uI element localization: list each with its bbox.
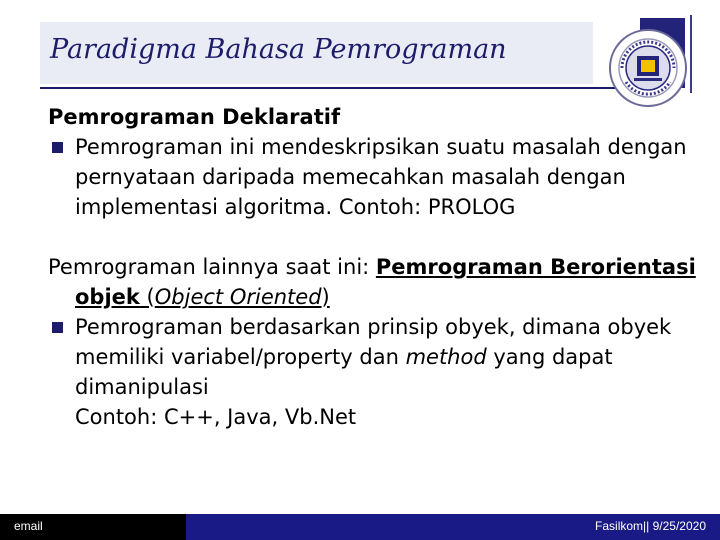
- section-heading: Pemrograman Deklaratif: [48, 105, 341, 129]
- slide-title: Paradigma Bahasa Pemrograman: [50, 34, 507, 65]
- section-intro: [48, 252, 708, 312]
- bullet-text-italic: method: [405, 345, 487, 369]
- slide-body: [48, 102, 708, 432]
- bullet-text-part2: yang dapat dimanipulasi: [75, 345, 613, 399]
- bullet-text-part1: Pemrograman berdasarkan prinsip obyek, dimana obyek memiliki variabel/property dan: [75, 315, 672, 369]
- intro-paren-open: (: [139, 285, 155, 309]
- title-divider: [40, 87, 615, 89]
- footer-bar: [0, 514, 720, 540]
- intro-bold: Pemrograman Berorientasi objek: [75, 255, 696, 309]
- intro-paren-close: ): [321, 285, 330, 309]
- bullet-item: [48, 132, 708, 222]
- footer-email: email: [14, 519, 43, 533]
- university-logo-icon: [608, 28, 688, 108]
- bullet-square-icon: [52, 322, 63, 333]
- bullet-item: [48, 312, 708, 402]
- intro-text: Pemrograman lainnya saat ini:: [48, 255, 376, 279]
- intro-italic: Object Oriented: [154, 285, 322, 309]
- bullet-text: Pemrograman ini mendeskripsikan suatu masalah dengan pernyataan daripada memecahkan masalah dengan implementasi algoritma. Contoh: PROLOG: [75, 135, 687, 219]
- corner-line: [690, 15, 692, 93]
- example-text: Contoh: C++, Java, Vb.Net: [75, 405, 357, 429]
- footer-info: Fasilkom|| 9/25/2020: [595, 519, 706, 533]
- bullet-square-icon: [52, 142, 63, 153]
